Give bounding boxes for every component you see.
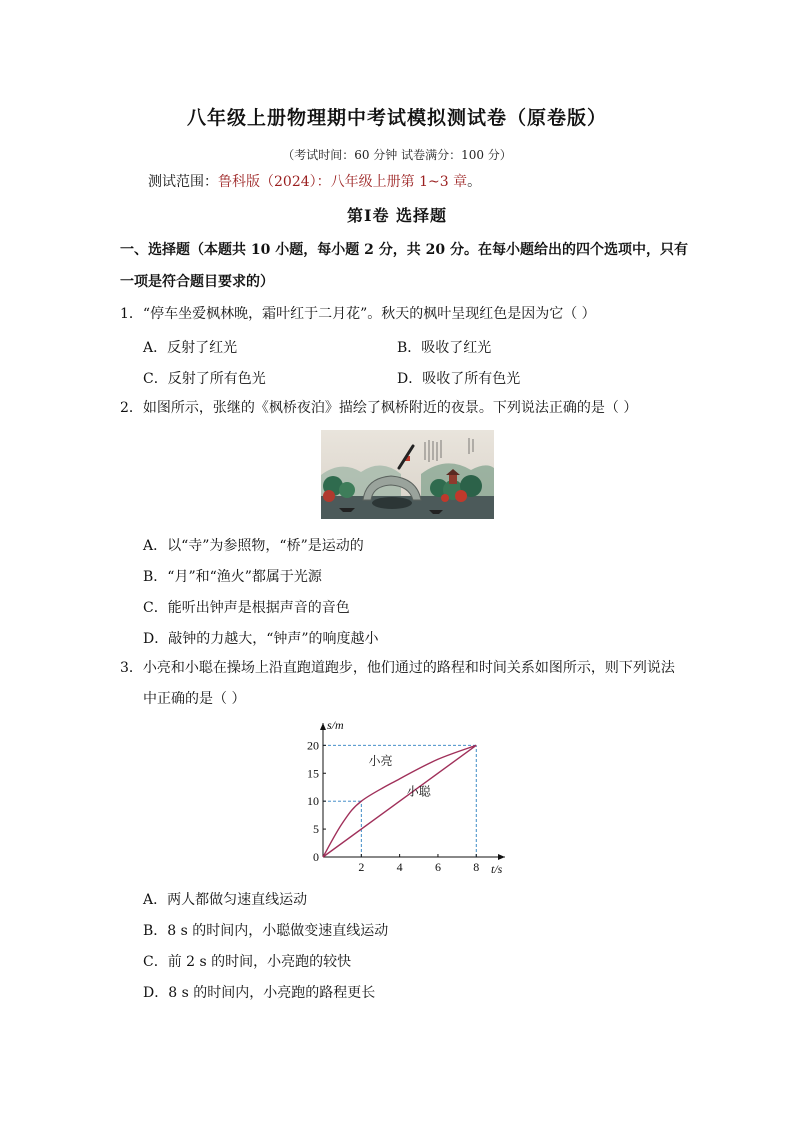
part-heading-line1: 一、选择题（本题共 10 小题，每小题 2 分，共 20 分。在每小题给出的四个选项中，只有 (120, 242, 688, 258)
x-tick-label: 4 (396, 860, 403, 874)
y-tick-label: 15 (307, 766, 319, 781)
part-heading-line2: 一项是符合题目要求的） (120, 274, 274, 290)
q3-option-b: B．8 s 的时间内，小聪做变速直线运动 (143, 923, 389, 939)
y-tick-label: 5 (313, 822, 319, 837)
q3-option-a: A．两人都做匀速直线运动 (143, 892, 308, 908)
q3-stem-line2: 中正确的是（ ） (143, 691, 246, 707)
y-axis-label: s/m (327, 718, 344, 732)
q2-option-b: B．“月”和“渔火”都属于光源 (143, 569, 322, 585)
scope-edition: 鲁科版（2024）： (218, 174, 331, 190)
x-axis-label: t/s (491, 862, 503, 876)
exam-info: （考试时间：60 分钟 试卷满分：100 分） (282, 148, 512, 162)
scope-range: 八年级上册第 1~3 章 (330, 174, 468, 190)
x-tick-label: 8 (473, 860, 480, 874)
q1-option-c: C．反射了所有色光 (143, 371, 266, 387)
q1-option-d: D．吸收了所有色光 (397, 371, 521, 387)
scope-end: 。 (467, 174, 482, 190)
y-axis-arrow (320, 723, 326, 730)
series-label-1: 小聪 (406, 784, 431, 799)
scope-label: 测试范围： (148, 174, 218, 190)
y-tick-label: 10 (307, 794, 319, 809)
test-scope (148, 172, 481, 192)
q3-stem-line1: 3．小亮和小聪在操场上沿直跑道跑步，他们通过的路程和时间关系如图所示，则下列说法 (120, 660, 675, 676)
s-t-graph (305, 717, 515, 877)
x-axis-arrow (498, 854, 505, 860)
q2-option-c: C．能听出钟声是根据声音的音色 (143, 600, 350, 616)
y-tick-label: 20 (307, 738, 319, 753)
q2-option-d: D．敲钟的力越大，“钟声”的响度越小 (143, 631, 379, 647)
fengqiao-painting (321, 430, 494, 519)
x-tick-label: 2 (358, 860, 365, 874)
x-tick-label: 6 (434, 860, 441, 874)
q1-stem: 1．“停车坐爱枫林晚，霜叶红于二月花”。秋天的枫叶呈现红色是因为它（ ） (120, 306, 596, 322)
q3-option-d: D．8 s 的时间内，小亮跑的路程更长 (143, 985, 376, 1001)
q3-option-c: C．前 2 s 的时间，小亮跑的较快 (143, 954, 352, 970)
page-title: 八年级上册物理期中考试模拟测试卷（原卷版） (186, 107, 607, 129)
q1-option-a: A．反射了红光 (143, 340, 238, 356)
q2-option-a: A．以“寺”为参照物，“桥”是运动的 (143, 538, 364, 554)
series-label-0: 小亮 (368, 753, 393, 768)
origin-label: 0 (313, 850, 319, 864)
section-title: 第Ⅰ卷 选择题 (346, 206, 448, 225)
q1-option-b: B．吸收了红光 (397, 340, 492, 356)
q2-stem: 2．如图所示，张继的《枫桥夜泊》描绘了枫桥附近的夜景。下列说法正确的是（ ） (120, 400, 638, 416)
